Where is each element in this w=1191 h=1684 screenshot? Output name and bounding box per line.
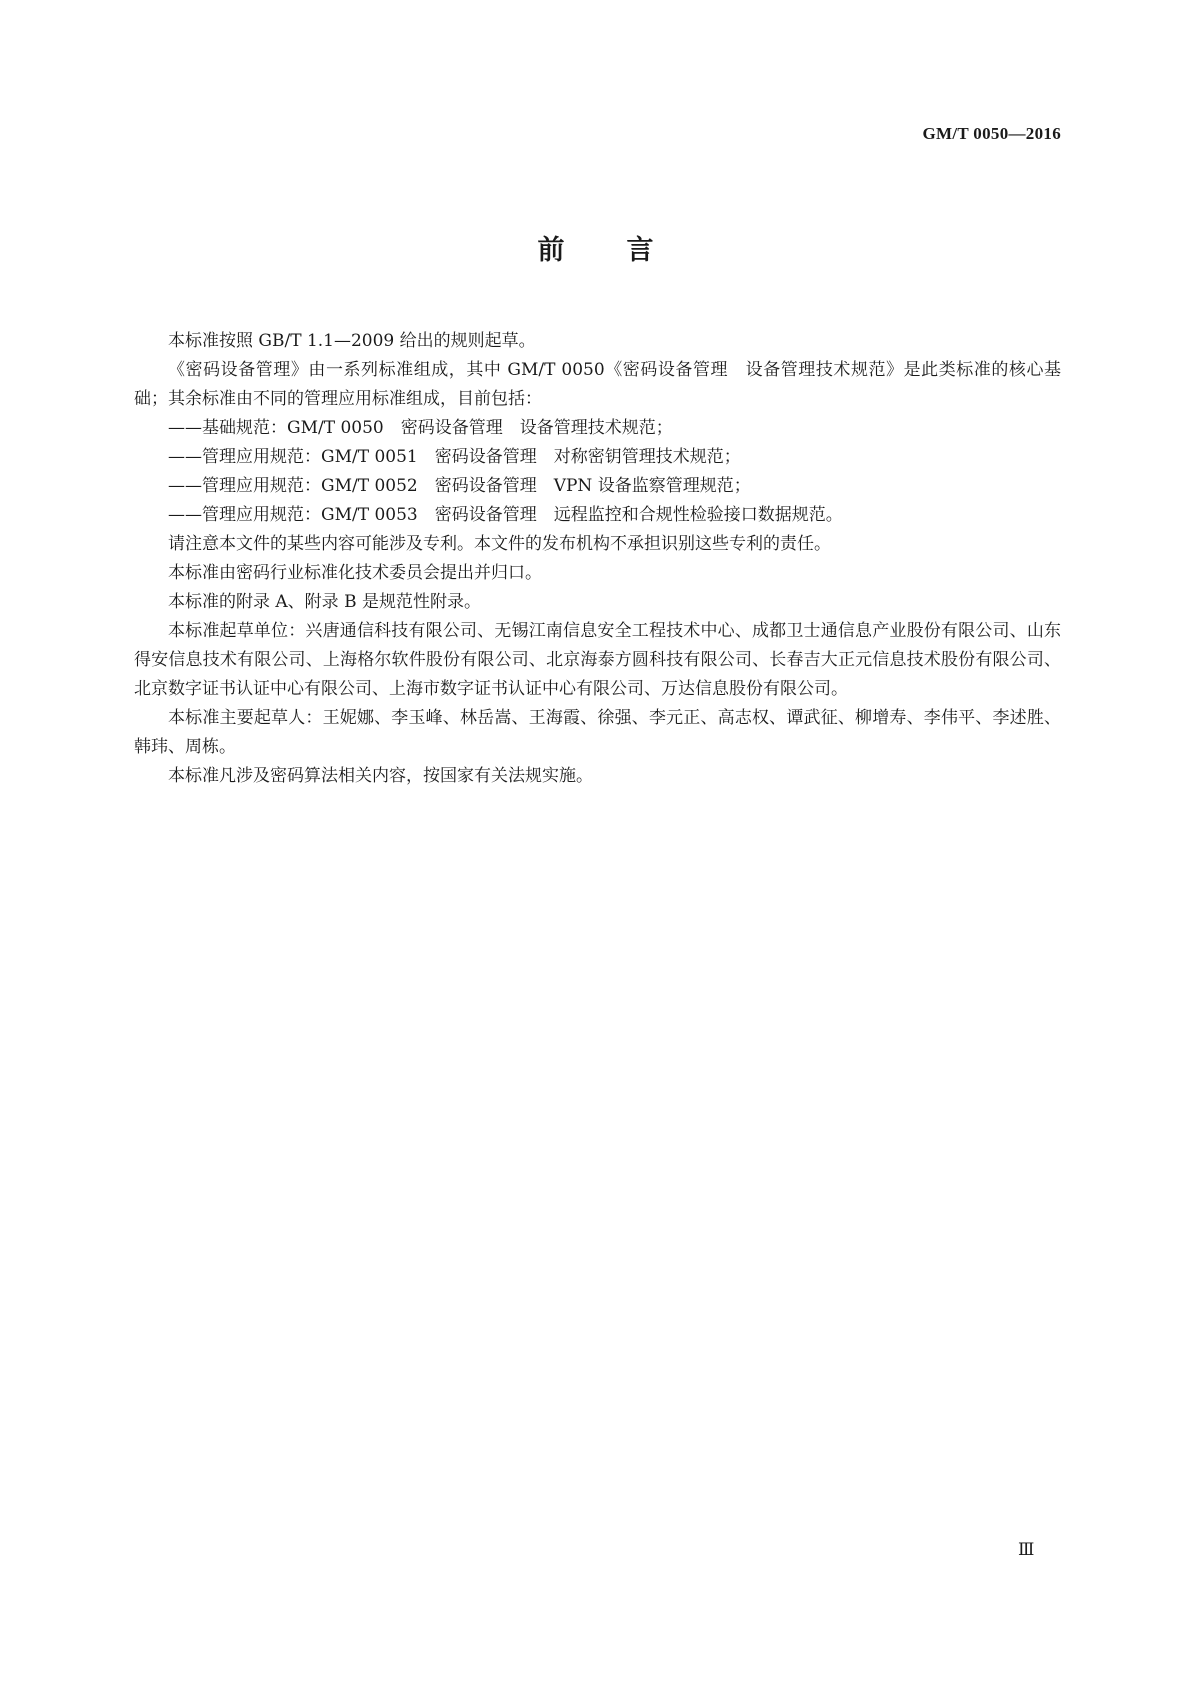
paragraph-drafters: 本标准主要起草人：王妮娜、李玉峰、林岳嵩、王海霞、徐强、李元正、高志权、谭武征、柳增寿、李伟平、李述胜、韩玮、周栋。 <box>134 708 1061 757</box>
page-number: Ⅲ <box>1018 1540 1035 1559</box>
list-item: ——管理应用规范：GM/T 0051 密码设备管理 对称密钥管理技术规范； <box>168 447 741 467</box>
page-title: 前言 <box>537 235 716 266</box>
list-item: ——管理应用规范：GM/T 0052 密码设备管理 VPN 设备监察管理规范； <box>168 476 751 496</box>
list-item: ——管理应用规范：GM/T 0053 密码设备管理 远程监控和合规性检验接口数据规范。 <box>168 505 843 525</box>
paragraph-annexes: 本标准的附录 A、附录 B 是规范性附录。 <box>168 592 481 612</box>
list-item: ——基础规范：GM/T 0050 密码设备管理 设备管理技术规范； <box>168 418 673 438</box>
paragraph-proposer: 本标准由密码行业标准化技术委员会提出并归口。 <box>168 563 542 583</box>
standard-code: GM/T 0050—2016 <box>922 124 1061 143</box>
paragraph-crypto-algorithms: 本标准凡涉及密码算法相关内容，按国家有关法规实施。 <box>168 766 593 786</box>
foreword-body <box>134 327 1061 791</box>
paragraph-series-intro: 《密码设备管理》由一系列标准组成，其中 GM/T 0050《密码设备管理 设备管理技术规范》是此类标准的核心基础；其余标准由不同的管理应用标准组成，目前包括： <box>134 360 1061 409</box>
paragraph-drafting-units: 本标准起草单位：兴唐通信科技有限公司、无锡江南信息安全工程技术中心、成都卫士通信息产业股份有限公司、山东得安信息技术有限公司、上海格尔软件股份有限公司、北京海泰方圆科技有限公司、长春吉大正元信息技术股份有限公司、北京数字证书认证中心有限公司、上海市数字证书认证中心有限公司、万达信息股份有限公司。 <box>134 621 1061 699</box>
paragraph-patent-notice: 请注意本文件的某些内容可能涉及专利。本文件的发布机构不承担识别这些专利的责任。 <box>168 534 831 554</box>
paragraph-drafting-rules: 本标准按照 GB/T 1.1—2009 给出的规则起草。 <box>168 331 536 351</box>
